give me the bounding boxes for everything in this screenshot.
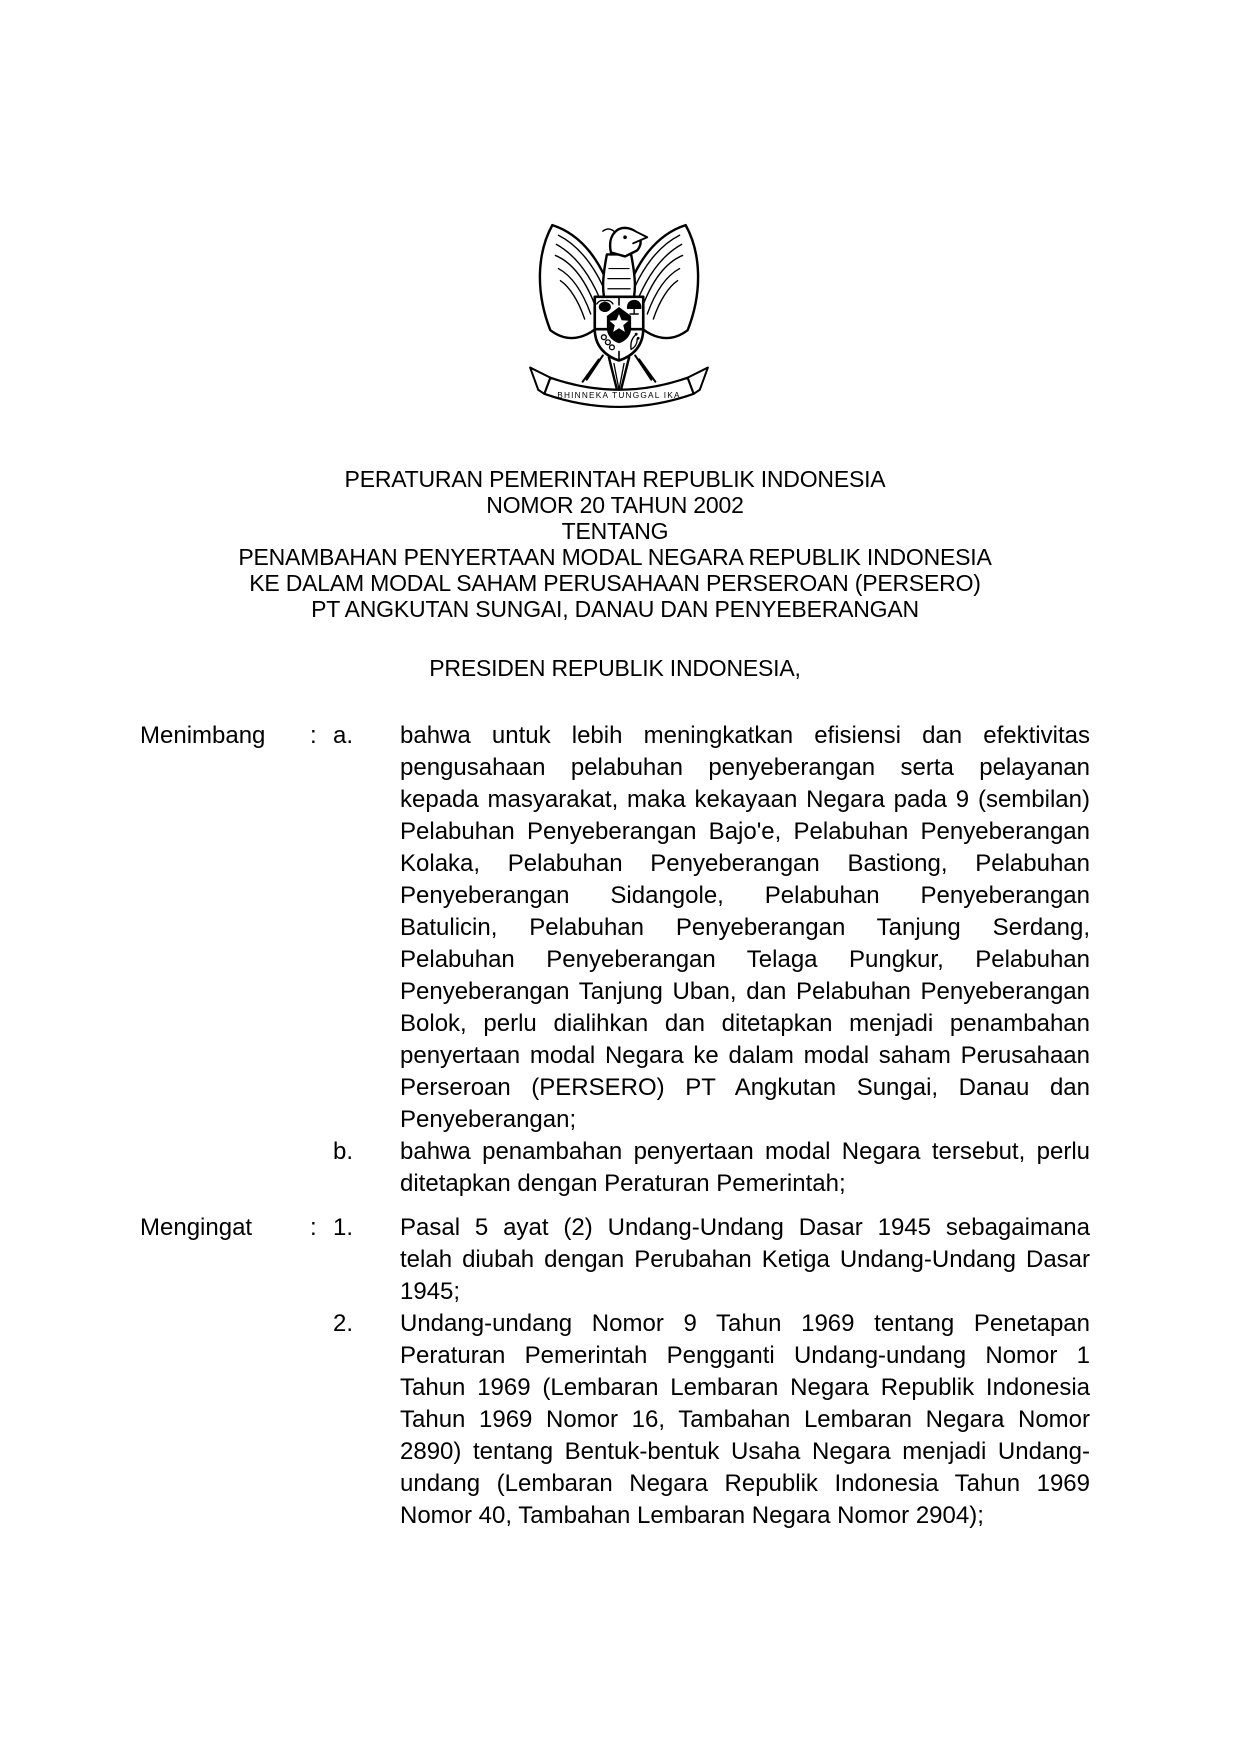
garuda-pancasila-icon: [518, 212, 720, 414]
list-item-marker: 2.: [333, 1310, 354, 1337]
section-colon: :: [310, 722, 317, 749]
emblem-motto: BHINNEKA TUNGGAL IKA: [557, 390, 681, 400]
garuda-pancasila-emblem: [518, 212, 720, 414]
list-item: [333, 720, 1090, 1136]
list-item-marker: 1.: [333, 1214, 354, 1241]
document-title-block: [140, 466, 1090, 622]
list-item: [333, 1136, 1090, 1200]
list-item-marker: a.: [333, 722, 354, 749]
list-item-text: bahwa penambahan penyertaan modal Negara tersebut, perlu ditetapkan dengan Peraturan Pemerintah;: [400, 1138, 1090, 1197]
title-line: KE DALAM MODAL SAHAM PERUSAHAAN PERSEROAN (PERSERO): [249, 570, 981, 596]
list-item-marker: b.: [333, 1138, 354, 1165]
list-item: [333, 1308, 1090, 1532]
title-line: NOMOR 20 TAHUN 2002: [486, 492, 744, 518]
title-line: PT ANGKUTAN SUNGAI, DANAU DAN PENYEBERANGAN: [311, 596, 919, 622]
section-label: Menimbang: [140, 722, 266, 749]
title-line: PENAMBAHAN PENYERTAAN MODAL NEGARA REPUBLIK INDONESIA: [238, 544, 992, 570]
section-label: Mengingat: [140, 1214, 253, 1241]
presiden-heading: PRESIDEN REPUBLIK INDONESIA,: [429, 655, 801, 681]
list-item-text: Undang-undang Nomor 9 Tahun 1969 tentang Penetapan Peraturan Pemerintah Pengganti Undang-undang Nomor 1 Tahun 1969 (Lembaran Lembaran Negara Republik Indonesia Tahun 1969 Nomor 16, Tambahan Lembaran Negara Nomor 2890) tentang Bentuk-bentuk Usaha Negara menjadi Undang-undang (Lembaran Negara Republik Indonesia Tahun 1969 Nomor 40, Tambahan Lembaran Negara Nomor 2904);: [400, 1310, 1090, 1529]
title-line: TENTANG: [561, 518, 669, 544]
title-line: PERATURAN PEMERINTAH REPUBLIK INDONESIA: [344, 466, 886, 492]
section-items: [333, 1212, 1090, 1532]
list-item-text: Pasal 5 ayat (2) Undang-Undang Dasar 1945 sebagaimana telah diubah dengan Perubahan Ketiga Undang-Undang Dasar 1945;: [400, 1214, 1090, 1305]
section-colon: :: [310, 1214, 317, 1241]
list-item: [333, 1212, 1090, 1308]
section-items: [333, 720, 1090, 1200]
list-item-text: bahwa untuk lebih meningkatkan efisiensi dan efektivitas pengusahaan pelabuhan penyeberangan serta pelayanan kepada masyarakat, maka kekayaan Negara pada 9 (sembilan) Pelabuhan Penyeberangan Bajo'e, Pelabuhan Penyeberangan Kolaka, Pelabuhan Penyeberangan Bastiong, Pelabuhan Penyeberangan Sidangole, Pelabuhan Penyeberangan Batulicin, Pelabuhan Penyeberangan Tanjung Serdang, Pelabuhan Penyeberangan Telaga Pungkur, Pelabuhan Penyeberangan Tanjung Uban, dan Pelabuhan Penyeberangan Bolok, perlu dialihkan dan ditetapkan menjadi penambahan penyertaan modal Negara ke dalam modal saham Perusahaan Perseroan (PERSERO) PT Angkutan Sungai, Danau dan Penyeberangan;: [400, 722, 1090, 1133]
section-mengingat: [140, 1212, 1090, 1532]
section-menimbang: [140, 720, 1090, 1200]
